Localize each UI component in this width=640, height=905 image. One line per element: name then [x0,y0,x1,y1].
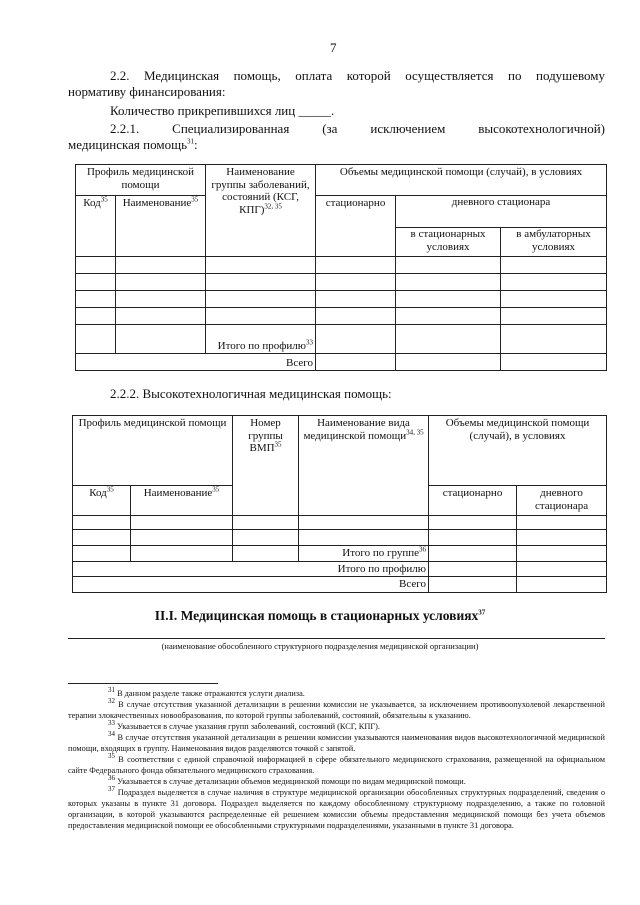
footnote-ref: 37 [478,608,486,617]
text: В данном разделе также отражаются услуги диализа. [117,689,305,698]
header-type [299,416,429,516]
table-cell [233,516,299,530]
header-name [116,196,206,257]
table-row [73,546,607,562]
table-cell [396,354,501,371]
section-title [0,608,640,624]
total-profile [206,325,316,354]
table-row [73,577,607,593]
header-profile: Профиль медицинской помощи [76,165,206,196]
table-cell [206,274,316,291]
table-row [76,257,607,274]
table-cell [116,325,206,354]
table-cell [233,530,299,546]
section-2-2-2: 2.2.2. Высокотехнологичная медицинская помощь: [110,386,392,401]
table-cell [517,577,607,593]
footnote [68,721,605,732]
table-cell [517,561,607,577]
header-code [73,486,131,516]
footnote-ref: 35 [106,485,114,494]
footnote-ref: 31 [108,686,115,695]
text: Наименование группы заболеваний, состояний (КСГ, КПГ) [211,166,310,216]
footnote [68,776,605,787]
footnote-ref: 35 [108,752,115,761]
table-cell [316,308,396,325]
text: В соответствии с единой справочной информацией в сфере обязательного медицинского страхования, размещенной на официальном сайте Федерального фонда обязательного медицинского страхования. [68,755,605,775]
footnote-ref: 31 [187,137,195,146]
table-cell [116,308,206,325]
table-cell [501,308,607,325]
subdivision-line [68,638,605,639]
text: медицинская помощь [68,137,188,152]
footnote [68,699,605,721]
table-cell [396,291,501,308]
specialized-care-table [75,164,607,371]
section-2-2-1-line1: 2.2.1. Специализированная (за исключением высокотехнологичной) [110,121,605,136]
table-cell [396,274,501,291]
table-row [73,516,607,530]
footnote-ref: 33 [306,337,314,346]
table-cell [396,196,607,257]
high-tech-care-table [72,415,607,593]
table-row [76,165,607,196]
text: II.I. Медицинская помощь в стационарных условиях [154,608,479,623]
footnote-ref: 32 [108,697,115,706]
table-cell [429,561,517,577]
table-cell [396,325,501,354]
table-cell [429,577,517,593]
footnote [68,754,605,776]
total-group [299,546,429,562]
table-row [76,308,607,325]
table-row [76,291,607,308]
table-cell [76,291,116,308]
table-cell [501,354,607,371]
table-row [73,416,607,486]
table-cell [429,516,517,530]
table-cell [76,274,116,291]
table-cell [206,291,316,308]
attached-count: Количество прикрепившихся лиц _____. [110,103,335,118]
table-cell [116,274,206,291]
table-cell [131,546,233,562]
table-cell [233,546,299,562]
footnote-separator [68,683,218,684]
section-2-2-line2: нормативу финансирования: [68,84,226,99]
text: В случае отсутствия указанной детализации в решении комиссии не указывается, за исключением противоопухолевой лекарственной терапии злокачественных новообразования, по которой группы заболеваний, состояний, обязательны к указанию. [68,700,605,720]
table-cell [429,546,517,562]
total-profile: Итого по профилю [73,561,429,577]
header-day: дневного стационара [396,196,606,228]
text [73,416,607,593]
footnote-ref: 33 [108,719,115,728]
footnote-ref: 35 [191,195,199,204]
footnote-ref: 32, 35 [264,201,282,210]
footnote-ref: 36 [108,774,115,783]
table-cell [206,257,316,274]
table-cell [316,354,396,371]
footnote-ref: 35 [274,440,282,449]
footnote-ref: 34 [108,730,115,739]
footnote-ref: 37 [108,785,115,794]
header-day-stat: в стационарных условиях [396,228,501,256]
total: Всего [76,354,316,371]
text: Номер группы ВМП [248,417,283,454]
header-code [76,196,116,257]
table-cell [316,274,396,291]
table-row [76,325,607,354]
text: Код [83,197,101,209]
text: В случае отсутствия указанной детализации в решении комиссии указываются наименования видов высокотехнологичной медицинской помощи, входящих в группу. Наименования видов разделяются точкой с запятой. [68,733,605,753]
header-group [233,416,299,516]
table-cell [517,516,607,530]
table-cell [76,257,116,274]
header-volumes: Объемы медицинской помощи (случай), в условиях [316,165,607,196]
text: : [194,137,198,152]
footnote-ref: 35 [100,195,108,204]
table-cell [299,530,429,546]
table-cell [76,308,116,325]
table-cell [316,257,396,274]
table-row [73,530,607,546]
header-day-amb: в амбулаторных условиях [516,228,591,253]
text: Указывается в случае детализации объемов медицинской помощи по видам медицинской помощи. [117,777,466,786]
text [76,165,607,371]
table-cell [73,530,131,546]
text: Итого по профилю [217,339,307,352]
table-cell [73,516,131,530]
section-2-2-line1: 2.2. Медицинская помощь, оплата которой осуществляется по подушевому [110,68,605,83]
footnote [68,732,605,754]
footnote-ref: 34, 35 [406,427,424,436]
table-cell [206,308,316,325]
header-volumes: Объемы медицинской помощи (случай), в условиях [429,416,607,486]
footnote [68,688,605,699]
text: Код [89,487,107,499]
table-cell [116,291,206,308]
table-cell [131,516,233,530]
text: Наименование [143,487,213,499]
text: Наименование вида медицинской помощи [303,417,410,442]
section-2-2-1-line2 [68,137,198,153]
header-name [131,486,233,516]
header-stationary: стационарно [316,196,396,257]
header-profile: Профиль медицинской помощи [73,416,233,486]
footnote-ref: 35 [212,485,220,494]
total: Всего [73,577,429,593]
table-cell [501,257,607,274]
table-cell [501,325,607,354]
table-cell [299,516,429,530]
table-cell [131,530,233,546]
text [396,228,606,256]
page-number: 7 [330,40,337,55]
header-group [206,165,316,257]
table-cell [517,530,607,546]
text: Наименование [122,197,192,209]
table-cell [316,291,396,308]
text: Указывается в случае указания групп заболеваний, состояний (КСГ, КПГ). [117,722,380,731]
text: Подраздел выделяется в случае наличия в структуре медицинской организации обособленных структурных подразделений, сведения о которых указаны в пункте 31 договора. Подраздел выделяется по каждому обособленному структурному подразделению, а также по головной организации, в которой указываются распределенные ей решением комиссии объемы предоставления медицинской помощи без учета объемов предоставления медицинской помощи ее обособленными структурными подразделениями, указанными в пункте 31 договора. [68,788,605,830]
table-cell [396,257,501,274]
header-stationary: стационарно [429,486,517,516]
table-cell [501,291,607,308]
table-cell [396,308,501,325]
footnote [68,787,605,831]
table-cell [73,546,131,562]
footnotes [68,688,605,831]
table-row [76,274,607,291]
table-row [76,354,607,371]
table-cell [517,546,607,562]
header-day: дневного стационара [517,486,607,516]
table-cell [76,325,116,354]
table-cell [116,257,206,274]
subdivision-caption: (наименование обособленного структурного подразделения медицинской организации) [161,641,479,651]
table-row [73,561,607,577]
table-cell [429,530,517,546]
table-row [76,196,607,257]
table-cell [316,325,396,354]
footnote-ref: 36 [419,545,427,554]
text: Итого по группе [342,547,420,559]
table-cell [501,274,607,291]
